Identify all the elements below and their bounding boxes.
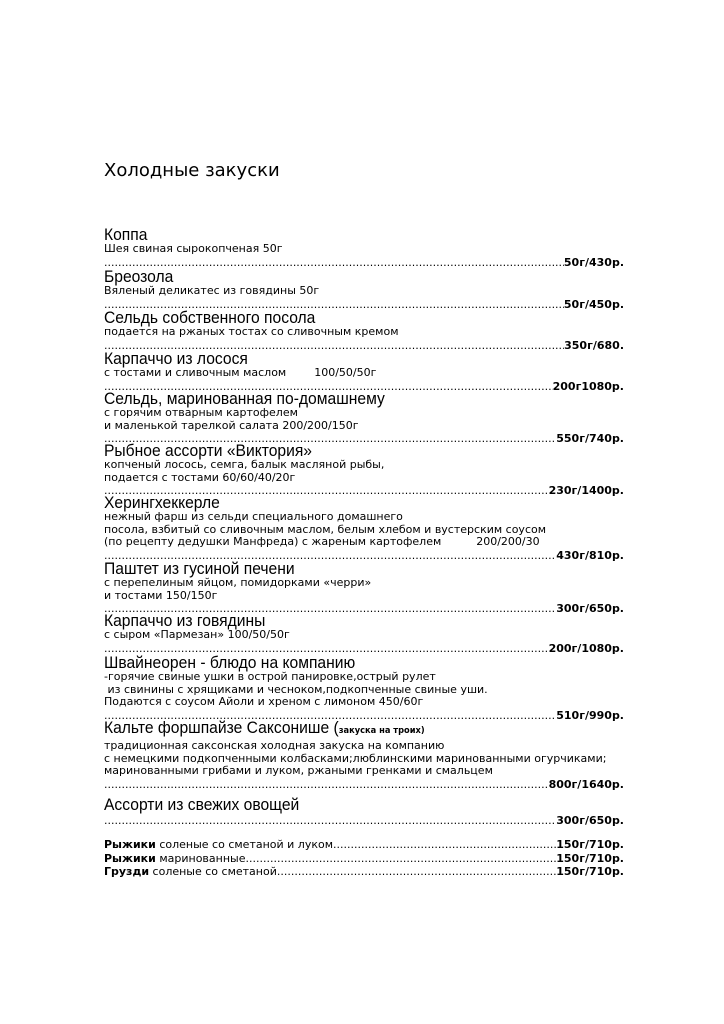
price-line bbox=[104, 778, 624, 791]
dot-leader bbox=[333, 838, 556, 852]
item-desc: традиционная саксонская холодная закуска на компанию bbox=[104, 739, 445, 752]
item-desc: Шея свиная сырокопченая 50г bbox=[104, 242, 283, 255]
item-desc: Вяленый деликатес из говядины 50г bbox=[104, 284, 320, 297]
menu-item bbox=[104, 654, 624, 722]
mushroom-desc: маринованные bbox=[155, 851, 246, 865]
mushroom-desc: соленые со сметаной bbox=[149, 865, 277, 878]
item-desc: с перепелиным яйцом, помидорками «черри» bbox=[104, 576, 372, 589]
mushroom-desc: соленые со сметаной и луком bbox=[155, 838, 334, 851]
item-name: Коппа bbox=[104, 225, 148, 244]
item-price: 800г/1640р. bbox=[548, 777, 624, 791]
item-name: Карпаччо из лосося bbox=[104, 349, 248, 368]
item-price: 430г/810р. bbox=[556, 548, 624, 562]
list-item bbox=[104, 865, 624, 879]
item-desc: и маленькой тарелкой салата 200/200/150г bbox=[104, 418, 359, 432]
item-price: 230г/1400р. bbox=[548, 484, 624, 497]
page-title: Холодные закуски bbox=[104, 160, 280, 181]
menu-item bbox=[104, 309, 624, 352]
item-price: 150г/710р. bbox=[556, 865, 624, 878]
item-desc: с тостами и сливочным маслом 100/50/50г bbox=[104, 366, 377, 379]
item-price: 150г/710р. bbox=[556, 838, 624, 851]
price-line bbox=[104, 256, 624, 269]
item-name: Ассорти из свежих овощей bbox=[104, 795, 300, 814]
item-price: 50г/430р. bbox=[563, 255, 624, 269]
item-name: Сельдь собственного посола bbox=[104, 308, 316, 327]
item-name: Херингхеккерле bbox=[104, 493, 220, 512]
item-desc: с немецкими подкопченными колбасками;люблинскими маринованными огурчиками; bbox=[104, 751, 607, 765]
item-price: 200г1080р. bbox=[552, 379, 624, 393]
menu-item bbox=[104, 796, 624, 827]
item-price: 300г/650р. bbox=[556, 814, 624, 827]
list-item bbox=[104, 852, 624, 866]
item-desc: нежный фарш из сельди специального домашнего bbox=[104, 510, 403, 523]
item-price: 550г/740р. bbox=[556, 432, 624, 445]
item-desc: и тостами 150/150г bbox=[104, 588, 218, 602]
menu-item bbox=[104, 226, 624, 269]
item-name: Швайнеорен - блюдо на компанию bbox=[104, 653, 356, 672]
item-price: 200г/1080р. bbox=[548, 641, 624, 655]
item-desc: с горячим отварным картофелем bbox=[104, 406, 298, 419]
item-note: закуска на троих) bbox=[338, 726, 425, 736]
menu-item bbox=[104, 350, 624, 393]
item-name: Рыбное ассорти «Виктория» bbox=[104, 441, 313, 460]
dot-leader bbox=[104, 814, 556, 827]
item-desc: подается на ржаных тостах со сливочным кремом bbox=[104, 325, 399, 338]
item-price: 300г/650р. bbox=[556, 602, 624, 615]
menu-item bbox=[104, 494, 624, 562]
mushroom-name: Рыжики bbox=[104, 851, 156, 865]
item-name-wrap bbox=[104, 719, 582, 740]
item-name: Бреозола bbox=[104, 267, 174, 286]
menu-item bbox=[104, 390, 624, 445]
mushroom-list bbox=[104, 838, 624, 879]
item-desc: -горячие свиные ушки в острой панировке,острый рулет bbox=[104, 670, 436, 683]
price-line bbox=[104, 814, 624, 827]
mushroom-name: Грузди bbox=[104, 865, 150, 878]
item-name: Паштет из гусиной печени bbox=[104, 559, 295, 578]
item-desc: копченый лосось, семга, балык масляной рыбы, bbox=[104, 458, 385, 471]
menu-item bbox=[104, 268, 624, 311]
item-desc: подается с тостами 60/60/40/20г bbox=[104, 470, 296, 484]
dot-leader bbox=[104, 778, 549, 791]
item-desc: посола, взбитый со сливочным маслом, белым хлебом и вустерским соусом bbox=[104, 522, 547, 536]
menu-item bbox=[104, 442, 624, 497]
mushroom-name: Рыжики bbox=[104, 838, 156, 851]
item-name: Кальте форшпайзе Саксонише ( bbox=[104, 718, 339, 737]
item-price: 50г/450р. bbox=[563, 297, 624, 311]
dot-leader bbox=[277, 865, 556, 879]
dot-leader bbox=[246, 852, 557, 866]
item-name: Сельдь, маринованная по-домашнему bbox=[104, 389, 385, 408]
item-desc: Подаются с соусом Айоли и хреном с лимоном 450/60г bbox=[104, 695, 424, 708]
list-item bbox=[104, 838, 624, 852]
item-desc: из свинины с хрящиками и чесноком,подкопченные свиные уши. bbox=[104, 682, 488, 696]
item-desc: с сыром «Пармезан» 100/50/50г bbox=[104, 628, 290, 641]
item-name: Карпаччо из говядины bbox=[104, 611, 266, 630]
item-price: 150г/710р. bbox=[556, 851, 624, 865]
item-desc: (по рецепту дедушки Манфреда) с жареным картофелем 200/200/30 bbox=[104, 535, 540, 548]
item-price: 510г/990р. bbox=[556, 708, 624, 722]
menu-item bbox=[104, 612, 624, 655]
item-desc: маринованными грибами и луком, ржаными гренками и смальцем bbox=[104, 764, 493, 777]
item-price: 350г/680. bbox=[564, 338, 624, 352]
menu-item bbox=[104, 560, 624, 615]
menu-item bbox=[104, 719, 624, 791]
